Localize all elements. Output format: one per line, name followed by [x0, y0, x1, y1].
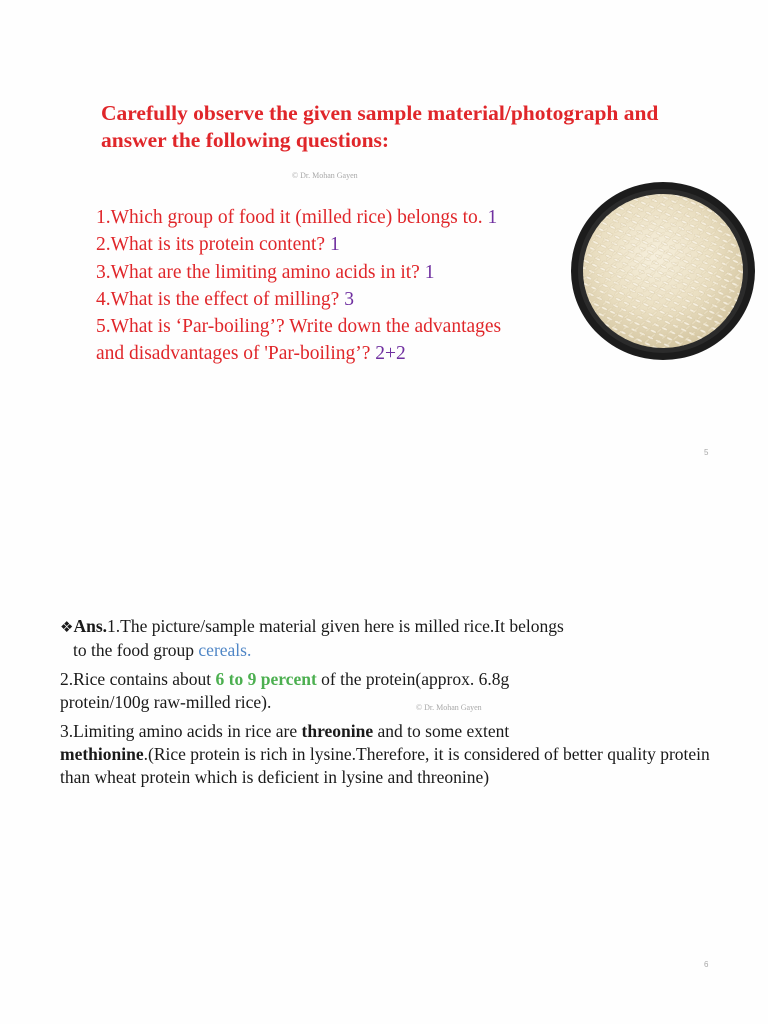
rice-bowl-image	[570, 181, 756, 361]
answer-block	[60, 615, 720, 795]
threonine-term: threonine	[301, 720, 374, 741]
answer-3: 3.Limiting amino acids in rice are threonine and to some extent methionine.(Rice protein is rich in lysine.Therefore, it is considered of better quality protein than wheat protein which is deficient in lysine and threonine)	[60, 720, 710, 788]
marks-badge: 2+2	[375, 343, 406, 365]
question-4: 4.What is the effect of milling? 3	[96, 288, 354, 310]
marks-badge: 3	[344, 288, 354, 310]
question-1: 1.Which group of food it (milled rice) belongs to. 1	[96, 207, 498, 228]
page-number: 5	[704, 448, 709, 457]
question-5: 5.What is ‘Par-boiling’? Write down the advantages	[96, 316, 502, 338]
marks-badge: 1	[424, 261, 435, 283]
slide-6	[0, 512, 768, 1024]
ans-label: Ans.	[73, 616, 108, 636]
cereals-highlight: cereals.	[198, 640, 252, 661]
answer-2: 2.Rice contains about 6 to 9 percent of the protein(approx. 6.8g protein/100g raw-milled rice).	[60, 668, 510, 713]
marks-badge: 1	[329, 234, 340, 256]
question-3: 3.What are the limiting amino acids in it? 1	[96, 261, 435, 283]
watermark: © Dr. Mohan Gayen	[292, 171, 358, 180]
marks-badge: 1	[487, 207, 498, 228]
question-list	[96, 204, 576, 368]
watermark: © Dr. Mohan Gayen	[416, 703, 482, 712]
question-5-continued: and disadvantages of 'Par-boiling’? 2+2	[96, 343, 406, 365]
percent-highlight: 6 to 9 percent	[215, 668, 317, 689]
question-2: 2.What is its protein content? 1	[96, 234, 340, 256]
page-number: 6	[704, 960, 709, 969]
slide-title	[101, 100, 721, 154]
answer-1: ❖Ans.1.The picture/sample material given here is milled rice.It belongs to the food group cereals.	[60, 616, 564, 661]
title-line-2: answer the following questions:	[101, 128, 390, 152]
methionine-term: methionine	[60, 744, 144, 765]
four-diamond-star-icon: ❖	[60, 618, 74, 636]
title-line-1: Carefully observe the given sample material/photograph and	[101, 101, 659, 125]
